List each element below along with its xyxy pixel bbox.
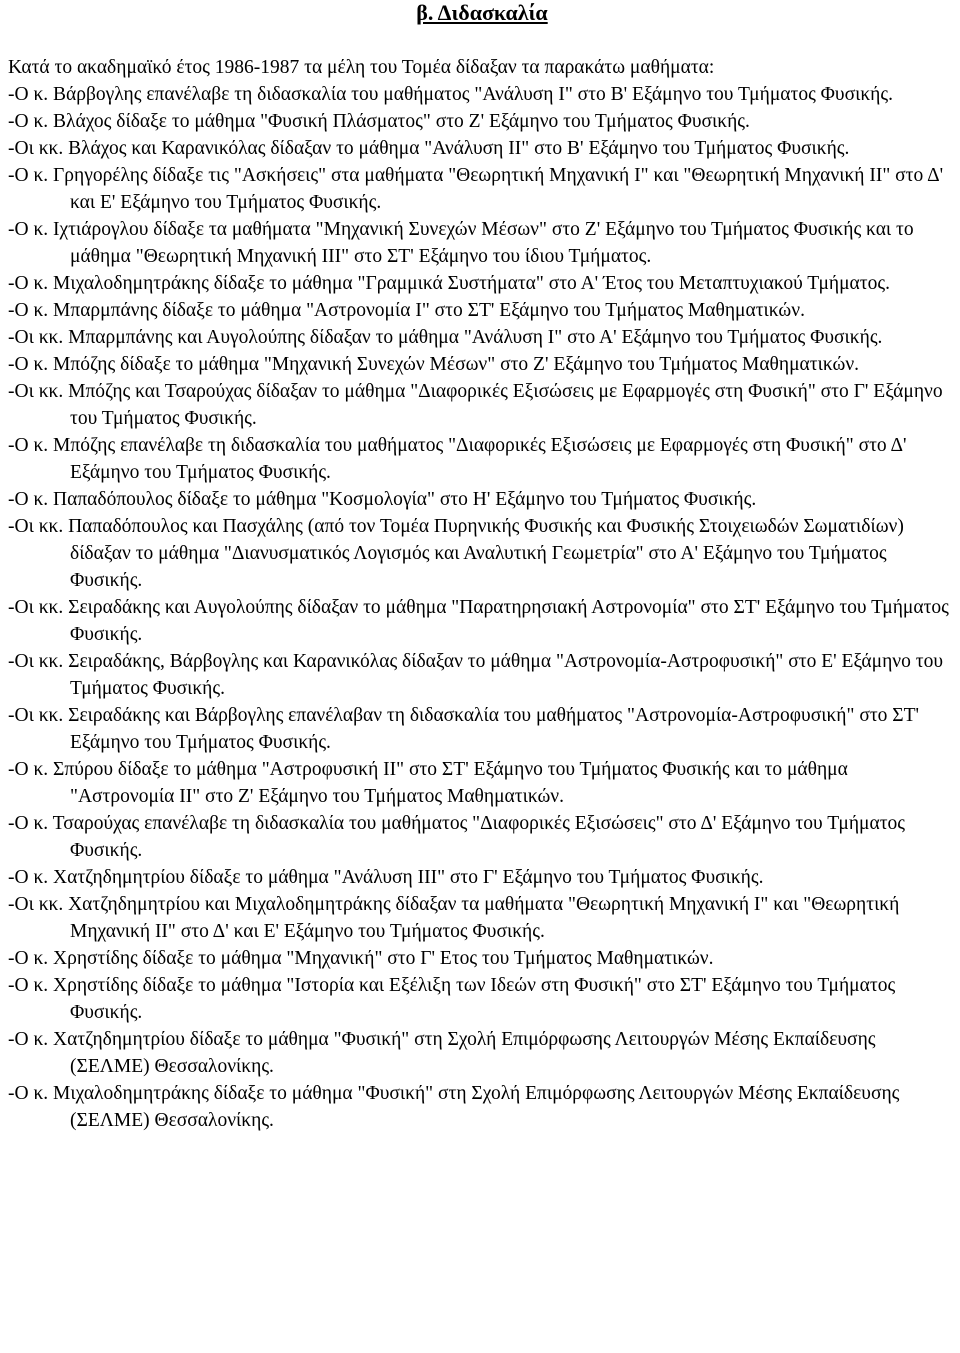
teaching-entry: -Ο κ. Χρηστίδης δίδαξε το μάθημα "Μηχανική" στο Γ' Ετος του Τμήματος Μαθηματικών. bbox=[8, 948, 714, 969]
intro-paragraph: Κατά το ακαδημαϊκό έτος 1986-1987 τα μέλη του Τομέα δίδαξαν τα παρακάτω μαθήματα: bbox=[8, 57, 715, 78]
teaching-entry: -Οι κκ. Παπαδόπουλος και Πασχάλης (από τον Τομέα Πυρηνικής Φυσικής και Φυσικής Στοιχειωδών Σωματιδίων) δίδαξαν το μάθημα "Διανυσματικός Λογισμός και Αναλυτική Γεωμετρία" στο Α' Εξάμηνο του Τμήματος Φυσικής. bbox=[8, 516, 904, 591]
section-heading: β. Διδασκαλία bbox=[416, 0, 548, 25]
teaching-entry: -Οι κκ. Χατζηδημητρίου και Μιχαλοδημητράκης δίδαξαν τα μαθήματα "Θεωρητική Μηχανική Ι" και "Θεωρητική Μηχανική ΙΙ" στο Δ' και Ε' Εξάμηνο του Τμήματος Φυσικής. bbox=[8, 894, 900, 942]
teaching-entry: -Ο κ. Μπαρμπάνης δίδαξε το μάθημα "Αστρονομία Ι" στο ΣΤ' Εξάμηνο του Τμήματος Μαθηματικών. bbox=[8, 300, 805, 321]
teaching-entry: -Ο κ. Βάρβογλης επανέλαβε τη διδασκαλία του μαθήματος "Ανάλυση Ι" στο Β' Εξάμηνο του Τμήματος Φυσικής. bbox=[8, 84, 893, 105]
teaching-entry: -Ο κ. Γρηγορέλης δίδαξε τις "Ασκήσεις" στα μαθήματα "Θεωρητική Μηχανική Ι" και "Θεωρητική Μηχανική ΙΙ" στο Δ' και Ε' Εξάμηνο του Τμήματος Φυσικής. bbox=[8, 165, 944, 213]
teaching-entry: -Ο κ. Χρηστίδης δίδαξε το μάθημα "Ιστορία και Εξέλιξη των Ιδεών στη Φυσική" στο ΣΤ' Εξάμηνο του Τμήματος Φυσικής. bbox=[8, 975, 896, 1023]
teaching-entry: -Οι κκ. Μπόζης και Τσαρούχας δίδαξαν το μάθημα "Διαφορικές Εξισώσεις με Εφαρμογές στη Φυσική" στο Γ' Εξάμηνο του Τμήματος Φυσικής. bbox=[8, 381, 943, 429]
teaching-entry: -Οι κκ. Σειραδάκης, Βάρβογλης και Καρανικόλας δίδαξαν το μάθημα "Αστρονομία-Αστροφυσική" στο Ε' Εξάμηνο του Τμήματος Φυσικής. bbox=[8, 651, 943, 699]
teaching-entry: -Ο κ. Ιχτιάρογλου δίδαξε τα μαθήματα "Μηχανική Συνεχών Μέσων" στο Ζ' Εξάμηνο του Τμήματος Φυσικής και το μάθημα "Θεωρητική Μηχανική ΙΙΙ" στο ΣΤ' Εξάμηνο του ίδιου Τμήματος. bbox=[8, 219, 914, 267]
teaching-entry: -Ο κ. Βλάχος δίδαξε το μάθημα "Φυσική Πλάσματος" στο Ζ' Εξάμηνο του Τμήματος Φυσικής. bbox=[8, 111, 750, 132]
teaching-entry: -Ο κ. Χατζηδημητρίου δίδαξε το μάθημα "Ανάλυση ΙΙΙ" στο Γ' Εξάμηνο του Τμήματος Φυσικής. bbox=[8, 867, 764, 888]
teaching-entry: -Οι κκ. Βλάχος και Καρανικόλας δίδαξαν το μάθημα "Ανάλυση ΙΙ" στο Β' Εξάμηνο του Τμήματος Φυσικής. bbox=[8, 138, 850, 159]
teaching-entry: -Ο κ. Μιχαλοδημητράκης δίδαξε το μάθημα "Φυσική" στη Σχολή Επιμόρφωσης Λειτουργών Μέσης Εκπαίδευσης (ΣΕΛΜΕ) Θεσσαλονίκης. bbox=[8, 1083, 900, 1131]
teaching-entry: -Οι κκ. Μπαρμπάνης και Αυγολούπης δίδαξαν το μάθημα "Ανάλυση Ι" στο Α' Εξάμηνο του Τμήματος Φυσικής. bbox=[8, 327, 883, 348]
teaching-entries-list bbox=[8, 81, 956, 1134]
teaching-entry: -Ο κ. Μπόζης επανέλαβε τη διδασκαλία του μαθήματος "Διαφορικές Εξισώσεις με Εφαρμογές στη Φυσική" στο Δ' Εξάμηνο του Τμήματος Φυσικής. bbox=[8, 435, 907, 483]
teaching-entry: -Οι κκ. Σειραδάκης και Αυγολούπης δίδαξαν το μάθημα "Παρατηρησιακή Αστρονομία" στο ΣΤ' Εξάμηνο του Τμήματος Φυσικής. bbox=[8, 597, 949, 645]
teaching-entry: -Ο κ. Παπαδόπουλος δίδαξε το μάθημα "Κοσμολογία" στο Η' Εξάμηνο του Τμήματος Φυσικής. bbox=[8, 489, 757, 510]
teaching-entry: -Ο κ. Σπύρου δίδαξε το μάθημα "Αστροφυσική ΙΙ" στο ΣΤ' Εξάμηνο του Τμήματος Φυσικής και το μάθημα "Αστρονομία ΙΙ" στο Ζ' Εξάμηνο του Τμήματος Μαθηματικών. bbox=[8, 759, 848, 807]
teaching-entry: -Ο κ. Τσαρούχας επανέλαβε τη διδασκαλία του μαθήματος "Διαφορικές Εξισώσεις" στο Δ' Εξάμηνο του Τμήματος Φυσικής. bbox=[8, 813, 906, 861]
teaching-entry: -Ο κ. Χατζηδημητρίου δίδαξε το μάθημα "Φυσική" στη Σχολή Επιμόρφωσης Λειτουργών Μέσης Εκπαίδευσης (ΣΕΛΜΕ) Θεσσαλονίκης. bbox=[8, 1029, 876, 1077]
teaching-entry: -Ο κ. Μπόζης δίδαξε το μάθημα "Μηχανική Συνεχών Μέσων" στο Ζ' Εξάμηνο του Τμήματος Μαθηματικών. bbox=[8, 354, 860, 375]
teaching-entry: -Οι κκ. Σειραδάκης και Βάρβογλης επανέλαβαν τη διδασκαλία του μαθήματος "Αστρονομία-Αστροφυσική" στο ΣΤ' Εξάμηνο του Τμήματος Φυσικής. bbox=[8, 705, 920, 753]
teaching-entry: -Ο κ. Μιχαλοδημητράκης δίδαξε το μάθημα "Γραμμικά Συστήματα" στο Α' Έτος του Μεταπτυχιακού Τμήματος. bbox=[8, 273, 890, 294]
